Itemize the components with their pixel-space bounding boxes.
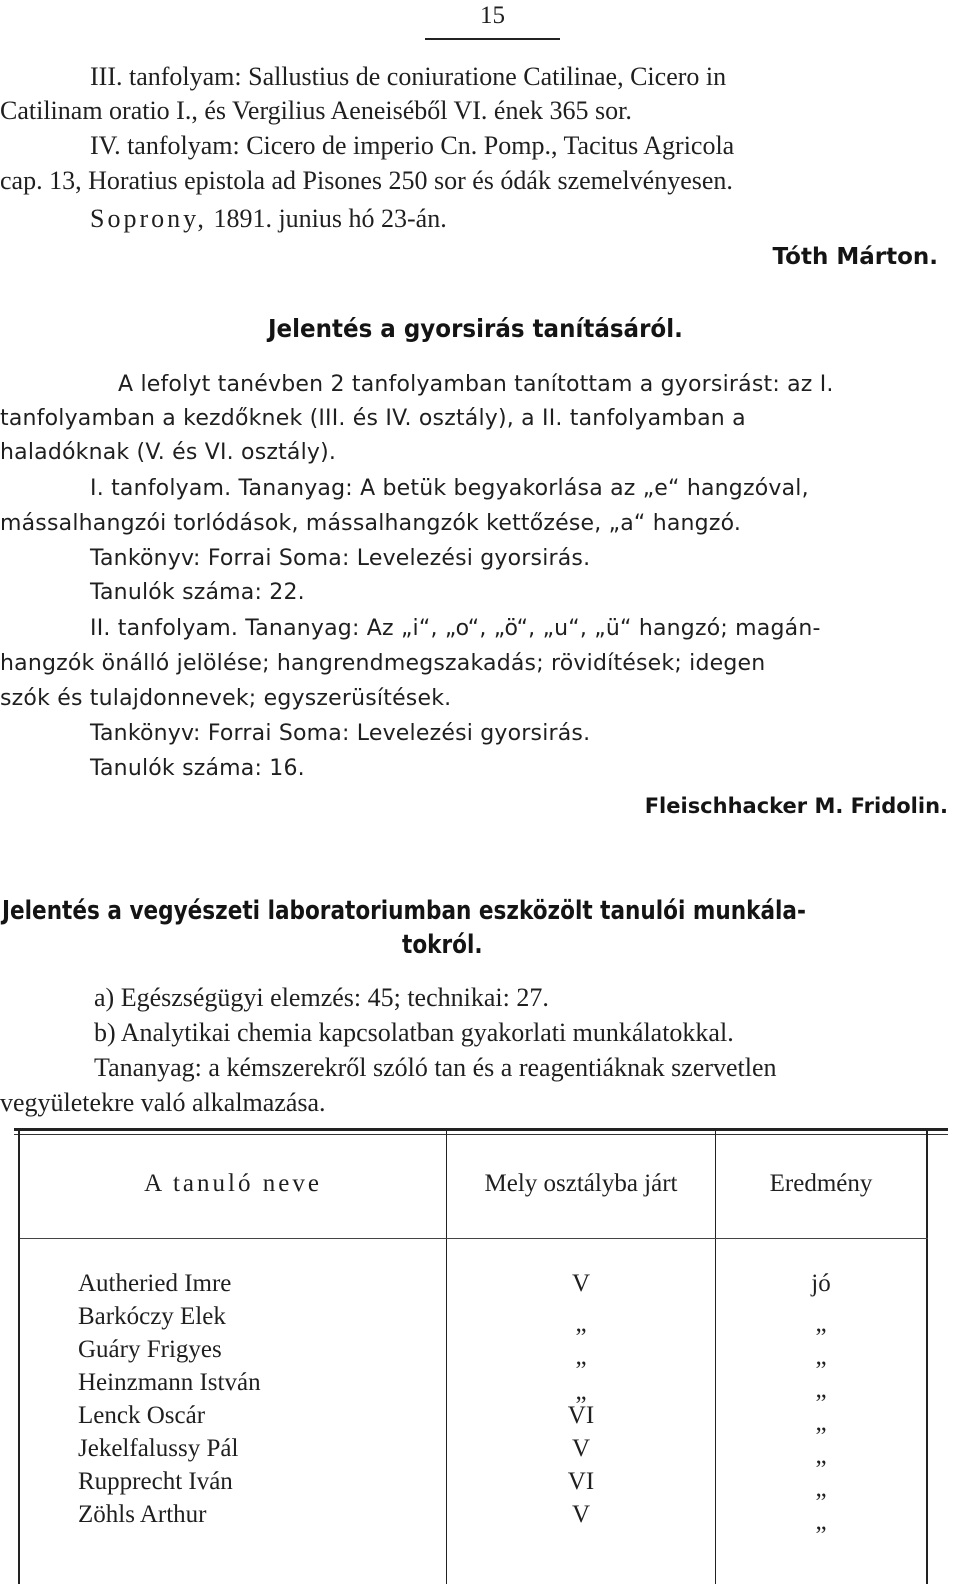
lab-item-b: b) Analytikai chemia kapcsolatban gyakorlati munkálatokkal. — [94, 1018, 734, 1047]
lab-material-line-2: vegyületekre való alkalmazása. — [0, 1088, 326, 1117]
cell-result: „ — [815, 1343, 827, 1370]
cell-name: Zöhls Arthur — [78, 1501, 207, 1528]
lab-report-title-line-1: Jelentés a vegyészeti laboratoriumban eszközölt tanulói munkála- — [2, 896, 806, 926]
course2-line-3: szók és tulajdonnevek; egyszerüsítések. — [0, 686, 452, 711]
signature-toth: Tóth Márton. — [772, 244, 938, 270]
course2-student-count: Tanulók száma: 16. — [90, 756, 305, 781]
place-date — [90, 204, 447, 234]
lab-item-a: a) Egészségügyi elemzés: 45; technikai: 27. — [94, 983, 549, 1012]
cell-result: „ — [815, 1442, 827, 1469]
course1-textbook: Tankönyv: Forrai Soma: Levelezési gyorsirás. — [90, 546, 591, 571]
table-border-right — [926, 1131, 928, 1584]
shorthand-intro-2: tanfolyamban a kezdőknek (III. és IV. osztály), a II. tanfolyamban a — [0, 406, 746, 431]
curriculum-line-4: cap. 13, Horatius epistola ad Pisones 250 sor és ódák szemelvényesen. — [0, 166, 733, 195]
lab-report-title-line-2: tokról. — [402, 930, 483, 960]
cell-result: „ — [815, 1310, 827, 1337]
table-header-class: Mely osztályba járt — [484, 1170, 678, 1197]
page-number-rule — [425, 38, 560, 40]
date: 1891. junius hó 23-án. — [213, 204, 447, 233]
cell-class: V — [571, 1435, 591, 1462]
place-name: Soprony, — [90, 204, 207, 233]
course1-student-count: Tanulók száma: 22. — [90, 580, 305, 605]
cell-result: „ — [815, 1376, 827, 1403]
table-top-rule-thin — [14, 1134, 948, 1135]
cell-name: Lenck Oscár — [78, 1402, 206, 1429]
shorthand-intro-1: A lefolyt tanévben 2 tanfolyamban tanítottam a gyorsirást: az I. — [118, 372, 834, 397]
cell-result: „ — [815, 1475, 827, 1502]
shorthand-intro-3: haladóknak (V. és VI. osztály). — [0, 440, 337, 465]
cell-class: VI — [567, 1402, 595, 1429]
cell-class: „ — [575, 1378, 587, 1405]
cell-name: Autheried Imre — [78, 1270, 232, 1297]
course2-line-2: hangzók önálló jelölése; hangrendmegszakadás; rövidítések; idegen — [0, 651, 766, 676]
cell-result: „ — [815, 1409, 827, 1436]
table-border-left — [18, 1131, 20, 1584]
cell-name: Guáry Frigyes — [78, 1336, 222, 1363]
table-top-rule — [14, 1128, 948, 1131]
cell-class: V — [571, 1501, 591, 1528]
cell-class: „ — [575, 1343, 587, 1370]
cell-class: V — [571, 1270, 591, 1297]
course2-textbook: Tankönyv: Forrai Soma: Levelezési gyorsirás. — [90, 721, 591, 746]
course2-line-1: II. tanfolyam. Tananyag: Az „i“, „o“, „ö“, „u“, „ü“ hangzó; magán- — [90, 616, 821, 641]
shorthand-report-title: Jelentés a gyorsirás tanításáról. — [268, 314, 683, 343]
signature-fleischhacker: Fleischhacker M. Fridolin. — [644, 794, 948, 818]
curriculum-line-1: III. tanfolyam: Sallustius de coniuratione Catilinae, Cicero in — [90, 62, 727, 91]
course1-line-2: mássalhangzói torlódások, mássalhangzók kettőzése, „a“ hangzó. — [0, 511, 742, 536]
cell-class: „ — [575, 1310, 587, 1337]
cell-name: Barkóczy Elek — [78, 1303, 226, 1330]
cell-name: Rupprecht Iván — [78, 1468, 233, 1495]
table-header-result: Eredmény — [769, 1170, 873, 1197]
cell-result: „ — [815, 1508, 827, 1535]
page-number: 15 — [480, 2, 505, 29]
curriculum-line-2: Catilinam oratio I., és Vergilius Aeneiséből VI. ének 365 sor. — [0, 96, 632, 125]
curriculum-line-3: IV. tanfolyam: Cicero de imperio Cn. Pomp., Tacitus Agricola — [90, 131, 735, 160]
cell-name: Jekelfalussy Pál — [78, 1435, 239, 1462]
lab-material-line-1: Tananyag: a kémszerekről szóló tan és a reagentiáknak szervetlen — [94, 1053, 777, 1082]
table-header-rule — [20, 1238, 928, 1239]
cell-name: Heinzmann István — [78, 1369, 261, 1396]
course1-line-1: I. tanfolyam. Tananyag: A betük begyakorlása az „e“ hangzóval, — [90, 476, 809, 501]
cell-result: jó — [811, 1270, 831, 1297]
cell-class: VI — [567, 1468, 595, 1495]
table-header-name: A tanuló neve — [144, 1170, 322, 1197]
